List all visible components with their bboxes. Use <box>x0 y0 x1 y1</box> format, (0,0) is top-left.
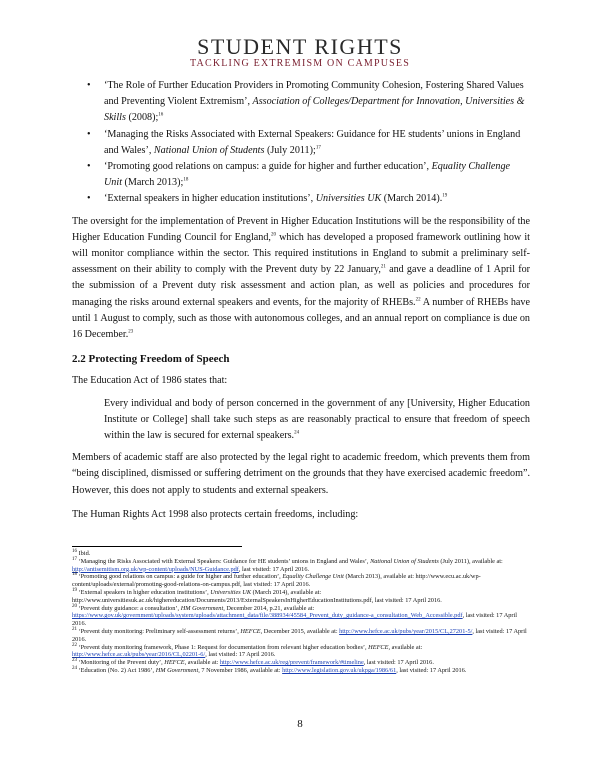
footnote-link[interactable]: http://www.hefce.ac.uk/pubs/year/2015/CL,27201-5/ <box>339 627 473 635</box>
source-name: Equality Challenge Unit <box>104 161 511 189</box>
footnote-ref[interactable]: 19 <box>442 194 448 200</box>
logo-text: STUDENT RIGHTS <box>197 34 403 59</box>
footnote-ref[interactable]: 21 <box>380 264 386 270</box>
footnote-link[interactable]: http://www.hefce.ac.uk/pubs/year/2016/CL,02201-6/ <box>72 651 206 659</box>
footnote-link[interactable]: http://antisemitism.org.uk/wp-content/uploads/NUS-Guidance.pdf <box>72 565 239 573</box>
footnote-ref[interactable]: 17 <box>315 145 321 151</box>
footnote-link[interactable]: https://www.gov.uk/government/uploads/system/uploads/attachment_data/file/388934/45584_Prevent_duty_guidance-a_consultation_Web_Accessible.pdf <box>72 612 463 620</box>
paragraph-oversight: The oversight for the implementation of Prevent in Higher Education Institutions will be the responsibility of the Higher Education Funding Council for England,$^{20}$ which has developed a proposed framework outlining how it will monitor compliance within the sector. This required institutions in England to submit a preliminary self-assessment on their ability to comply with the Prevent duty by 22 January,$^{21}$ and gave a deadline of 1 April for the submission of a Prevent duty risk assessment and action plan, as well as policies and procedures for managing the risks around external speakers and events, for the majority of RHEBs.$^{22}$ A number of RHEBs have until 1 August to comply, such as those with autonomous colleges, and an annual report on compliance is due on 16 December.$^{23}$ <box>72 215 531 341</box>
block-quote: Every individual and body of person concerned in the government of any [University, Higher Education Institute or College] shall take such steps as are reasonably practical to ensure that freedom of speech within the law is secured for external speakers.$^{24}$ <box>104 397 530 442</box>
source-name: National Union of Students <box>153 144 265 156</box>
footnote-ref[interactable]: 16 <box>158 113 164 119</box>
footnote: $^{21}$ ‘Prevent duty monitoring: Preliminary self-assessment returns’, HEFCE, December 2015, available at: http://www.hefce.ac.uk/pubs/year/2015/CL,27201-5/, last visited: 17 April 2016. <box>72 626 527 643</box>
main-content <box>72 78 530 523</box>
footnote-ref[interactable]: 20 <box>270 232 276 238</box>
page-number: 8 <box>297 718 303 730</box>
paragraph-academic-freedom: Members of academic staff are also protected by the legal right to academic freedom, which prevents them from “being disciplined, dismissed or suffering detriment on the grounds that they have exercised academic freedom”. However, this does not apply to students and external speakers. <box>72 452 530 496</box>
footnote-link[interactable]: http://www.legislation.gov.uk/ukpga/1986/61 <box>282 666 397 674</box>
footnote: $^{18}$ ‘Promoting good relations on campus: a guide for higher and further education’, Equality Challenge Unit (March 2013), available at: http://www.ecu.ac.uk/wp-content/uploads/external/promoting-good-relations-on-campus.pdf, last visited: 17 April 2016. <box>72 572 481 589</box>
footnote: $^{24}$ ‘Education (No. 2) Act 1986’, HM Government, 7 November 1986, available at: http://www.legislation.gov.uk/ukpga/1986/61, last visited: 17 April 2016. <box>72 665 467 674</box>
paragraph-human-rights: The Human Rights Act 1998 also protects certain freedoms, including: <box>72 508 359 520</box>
footnote: $^{20}$ ‘Prevent duty guidance: a consultation’, HM Government, December 2014, p.21, available at: https://www.gov.uk/government/uploads/system/uploads/attachment_data/file/388934/45584_Prevent_duty_guidance-a_consultation_Web_Accessible.pdf, last visited: 17 April 2016. <box>72 603 517 628</box>
footnotes <box>72 550 532 675</box>
footnote-ref[interactable]: 18 <box>183 177 189 183</box>
logo-subtitle: TACKLING EXTREMISM ON CAMPUSES <box>190 58 410 69</box>
footnote-ref[interactable]: 22 <box>415 297 421 303</box>
bullet-item: • ‘Promoting good relations on campus: a guide for higher and further education’, Equality Challenge Unit (March 2013);$^{18}$ <box>104 159 530 191</box>
source-name: Universities UK <box>315 193 382 205</box>
footnote: $^{22}$ ‘Prevent duty monitoring framework, Phase 1: Request for documentation from relevant higher education bodies’, HEFCE, available at: http://www.hefce.ac.uk/pubs/year/2016/CL,02201-6/, last visited: 17 April 2016. <box>72 642 423 659</box>
footnote: $^{19}$ ‘External speakers in higher education institutions’, Universities UK (March 2014), available at: http://www.universitiesuk.ac.uk/highereducation/Documents/2013/ExternalSpeakersInHigherEducationInstitutions.pdf, last visited: 17 April 2016. <box>72 587 442 604</box>
footnote-divider <box>72 546 242 547</box>
section-heading: 2.2 Protecting Freedom of Speech <box>72 353 230 366</box>
footnote-link[interactable]: http://www.hefce.ac.uk/reg/prevent/framework/#timeline <box>219 659 364 667</box>
page-header <box>0 34 600 69</box>
bullet-item: • ‘External speakers in higher education institutions’, Universities UK (March 2014).$^{19}$ <box>104 191 530 207</box>
guidance-bullet-list <box>72 78 530 208</box>
footnote: $^{23}$ ‘Monitoring of the Prevent duty’, HEFCE, available at: http://www.hefce.ac.uk/reg/prevent/framework/#timeline, last visited: 17 April 2016. <box>72 658 434 667</box>
footnote-ref[interactable]: 24 <box>294 430 300 436</box>
footnote-ref[interactable]: 23 <box>128 329 134 335</box>
bullet-item: • ‘The Role of Further Education Providers in Promoting Community Cohesion, Fostering Shared Values and Preventing Violent Extremism’, Association of Colleges/Department for Innovation, Universities & Skills (2008);$^{16}$ <box>104 78 530 127</box>
footnote: $^{16}$ Ibid. <box>72 548 91 557</box>
bullet-item: • ‘Managing the Risks Associated with External Speakers: Guidance for HE students’ unions in England and Wales’, National Union of Students (July 2011);$^{17}$ <box>104 127 530 159</box>
paragraph-education-act: The Education Act of 1986 states that: <box>72 375 228 387</box>
footnote: $^{17}$ ‘Managing the Risks Associated with External Speakers: Guidance for HE students’ unions in England and Wales’, National Union of Students (July 2011), available at: http://antisemitism.org.uk/wp-content/uploads/NUS-Guidance.pdf, last visited: 17 April 2016. <box>72 556 503 573</box>
source-name: Association of Colleges/Department for Innovation, Universities & Skills <box>104 96 525 124</box>
logo-title <box>0 34 600 60</box>
